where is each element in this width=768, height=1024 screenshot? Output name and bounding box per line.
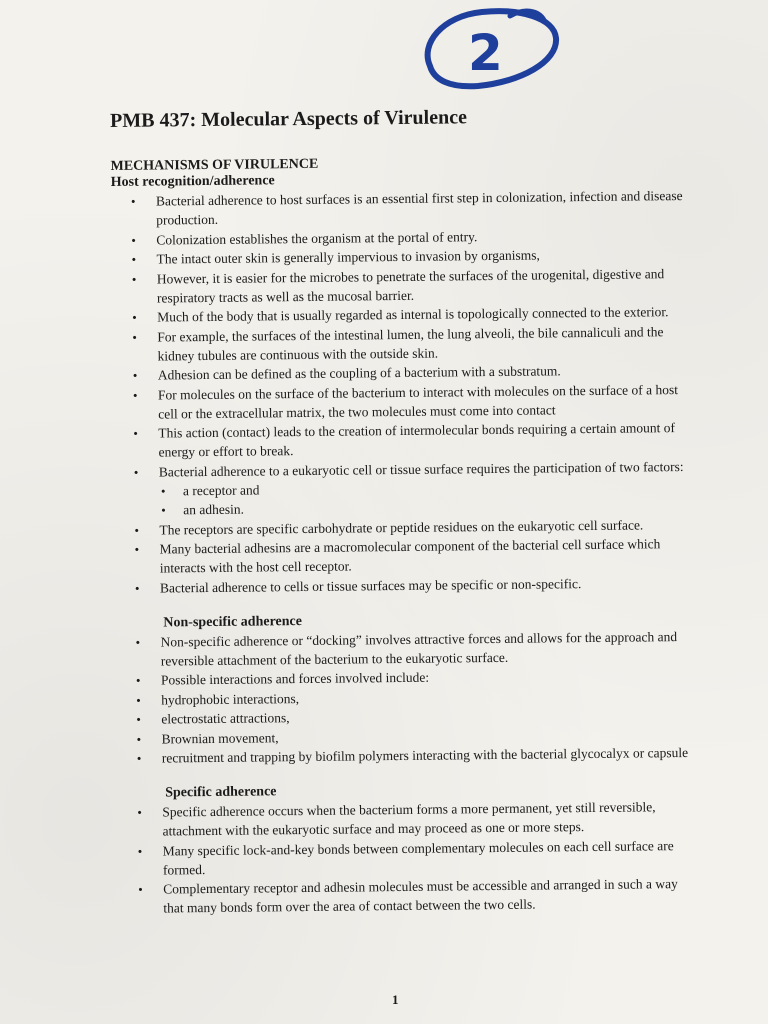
list-item: • This action (contact) leads to the creation of intermolecular bonds requiring a certain amount of energy or effort to break. [113,418,693,462]
nonspecific-section [115,609,697,768]
section-heading: MECHANISMS OF VIRULENCE [110,156,319,174]
list-item: • Adhesion can be defined as the coupling of a bacterium with a substratum. [113,360,693,385]
sub-list-item: • a receptor and [159,475,694,500]
handwritten-number: 2 [468,24,503,82]
page-number: 1 [392,992,399,1007]
list-item: • The intact outer skin is generally impervious to invasion by organisms, [111,244,691,269]
list-item: • For example, the surfaces of the intestinal lumen, the lung alveoli, the bile cannaliculi and the kidney tubules are continuous with the outside skin. [112,321,692,365]
list-item-factors [114,456,695,520]
list-item: • For molecules on the surface of the bacterium to interact with molecules on the surface of a host cell or the extracellular matrix, the two molecules must come into contact [113,379,693,423]
list-item: • The receptors are specific carbohydrate or peptide residues on the eukaryotic cell surface. [114,514,694,539]
document-body [110,104,698,919]
specific-section [117,780,698,918]
document-title: PMB 437: Molecular Aspects of Virulence [110,106,468,132]
list-item: • Bacterial adherence to host surfaces is an essential first step in colonization, infection and disease production. [111,186,691,230]
list-item: • electrostatic attractions, [116,704,696,729]
list-item: • Non-specific adherence or “docking” involves attractive forces and allows for the approach and reversible attachment of the bacterium to the eukaryotic surface. [115,626,695,670]
list-item: • Many specific lock-and-key bonds between complementary molecules on each cell surface are formed. [118,835,698,879]
list-item: • Bacterial adherence to cells or tissue surfaces may be specific or non-specific. [115,572,695,597]
list-item: • Much of the body that is usually regarded as internal is topologically connected to the exterior. [112,302,692,327]
subsection-heading-specific: Specific adherence [165,784,277,801]
list-item: • Colonization establishes the organism at the portal of entry. [111,224,691,249]
list-item: • hydrophobic interactions, [116,684,696,709]
list-item: • Specific adherence occurs when the bacterium forms a more permanent, yet still reversible, attachment with the eukaryotic surface and may proceed as one or more steps. [117,797,697,841]
subsection-heading-host: Host recognition/adherence [110,173,275,190]
subsection-heading-nonspecific: Non-specific adherence [163,613,303,630]
host-bullet-list [111,186,695,598]
list-item: • However, it is easier for the microbes to penetrate the surfaces of the urogenital, digestive and respiratory tracts as well as the mucosal barrier. [112,263,692,307]
list-item-text: Bacterial adherence to a eukaryotic cell or tissue surface requires the participation of two factors: [158,458,684,480]
list-item: • Complementary receptor and adhesin molecules must be accessible and arranged in such a way that many bonds form over the area of contact between the two cells. [118,874,698,918]
list-item: • Possible interactions and forces involved include: [116,665,696,690]
list-item: • recruitment and trapping by biofilm polymers interacting with the bacterial glycocalyx or capsule [117,743,697,768]
specific-bullet-list [117,797,698,918]
factor-sub-list [159,475,694,519]
handwritten-circled-number [412,4,562,96]
list-item: • Brownian movement, [116,723,696,748]
nonspecific-bullet-list [115,626,696,768]
sub-list-item: • an adhesin. [159,495,694,520]
list-item: • Many bacterial adhesins are a macromolecular component of the bacterial cell surface which interacts with the host cell receptor. [115,534,695,578]
